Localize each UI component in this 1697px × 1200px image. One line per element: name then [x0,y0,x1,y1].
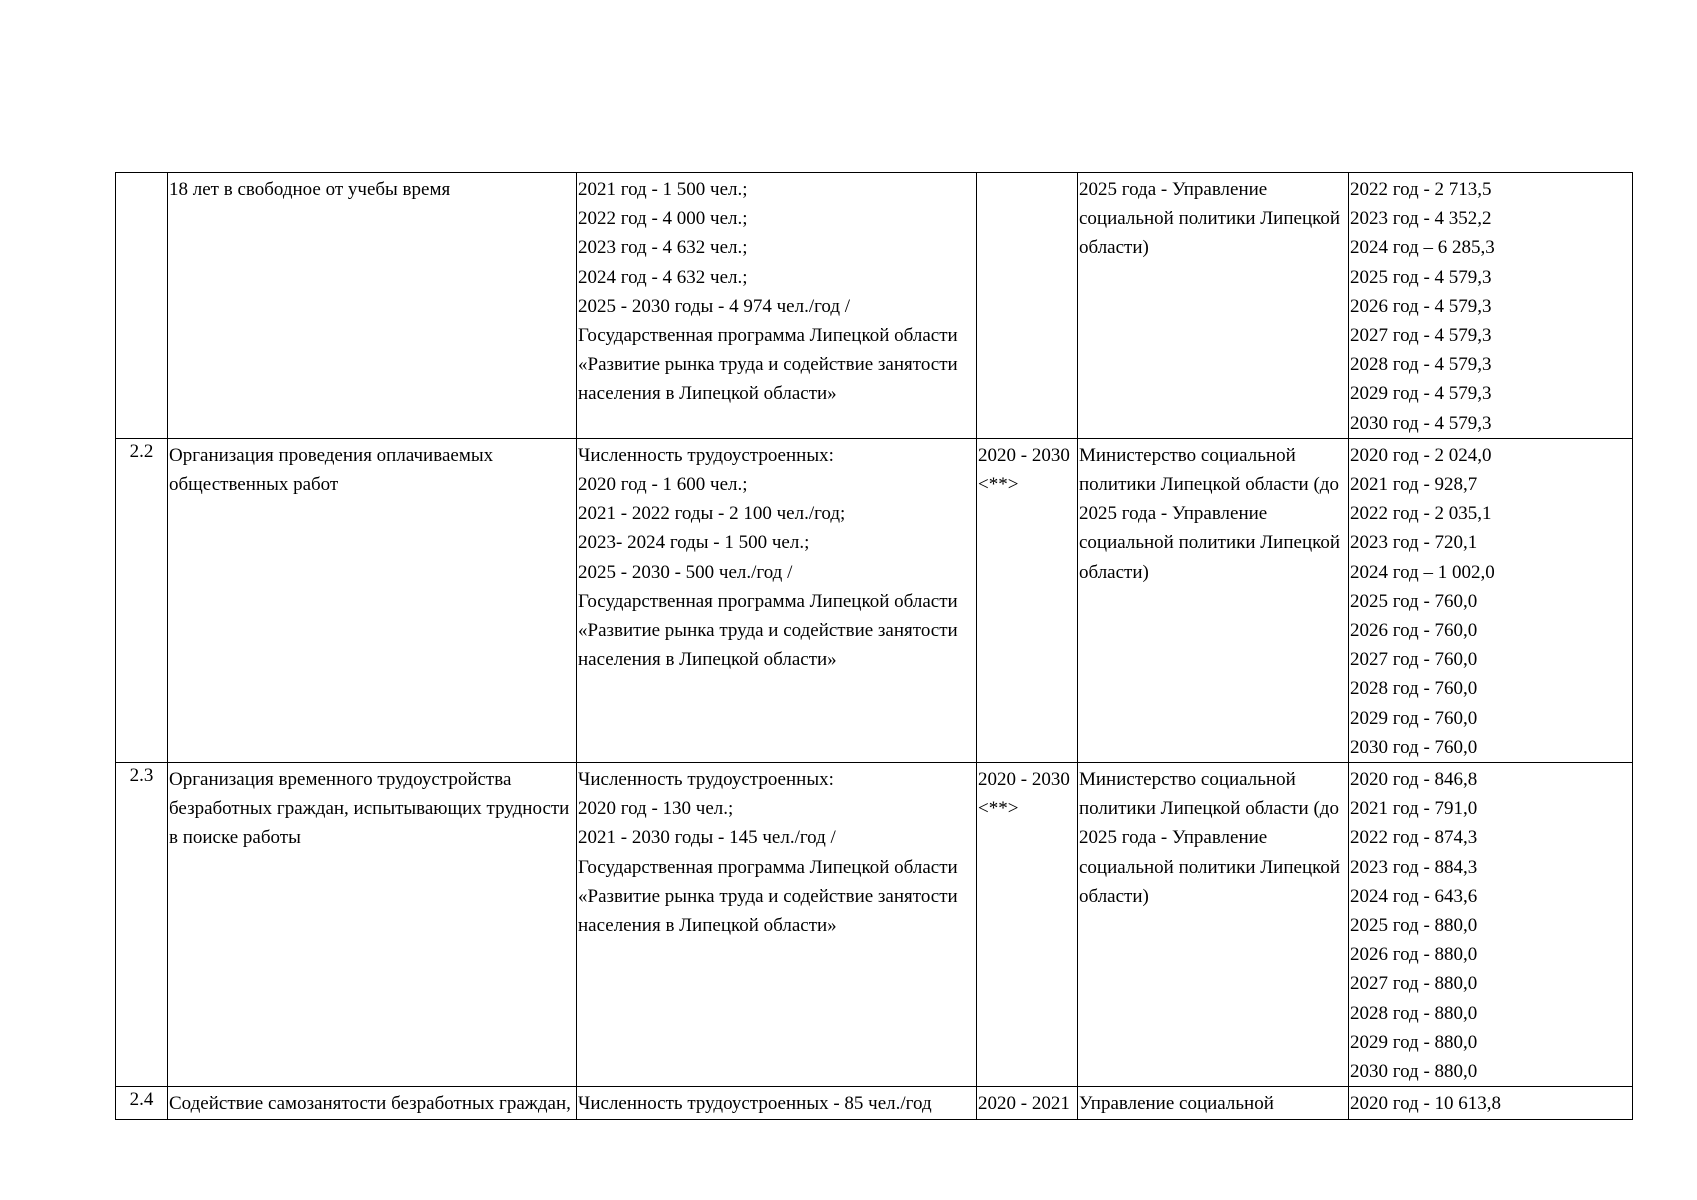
period-cell [977,438,1078,762]
funding-cell [1349,173,1633,439]
executor-cell [1078,1087,1349,1119]
text-line: 2024 год – 6 285,3 [1350,237,1495,259]
row-number: 2.4 [116,1087,168,1119]
measure-name-cell [168,1087,577,1119]
text-line: политики Липецкой области (до [1079,798,1339,820]
text-line: общественных работ [169,474,339,496]
measure-name-cell [168,763,577,1087]
text-line: 2023 год - 720,1 [1350,532,1478,554]
text-line: 2025 - 2030 годы - 4 974 чел./год / [578,295,851,317]
text-line: Министерство социальной [1079,444,1296,466]
text-line: Численность трудоустроенных: [578,444,834,466]
indicator-cell [577,1087,977,1119]
text-line: населения в Липецкой области» [578,383,837,405]
text-line: 2027 год - 760,0 [1350,649,1478,671]
text-line: 2021 год - 1 500 чел.; [578,179,748,200]
text-line: 2028 год - 4 579,3 [1350,354,1492,376]
text-line: 2026 год - 760,0 [1350,620,1478,642]
text-line: 2028 год - 760,0 [1350,678,1478,700]
funding-cell [1349,763,1633,1087]
text-line: 2029 год - 760,0 [1350,707,1478,729]
text-line: 2030 год - 760,0 [1350,736,1478,758]
text-line: 2026 год - 880,0 [1350,944,1478,966]
text-line: 2022 год - 874,3 [1350,827,1478,849]
text-line: <**> [978,474,1019,496]
text-line: 2030 год - 4 579,3 [1350,412,1492,434]
text-line: 2023 год - 4 632 чел.; [578,237,748,259]
table-row [116,173,1633,439]
table-row [116,1087,1633,1119]
text-line: 2022 год - 2 713,5 [1350,179,1492,200]
table-row [116,438,1633,762]
text-line: Численность трудоустроенных: [578,769,834,791]
text-line: 2025 года - Управление [1079,179,1268,200]
indicator-cell [577,438,977,762]
text-line: области) [1079,237,1149,259]
text-line: 2023 год - 4 352,2 [1350,208,1492,230]
text-line: 2025 год - 760,0 [1350,590,1478,612]
text-line: 2022 год - 4 000 чел.; [578,208,748,230]
row-number: 2.3 [116,763,168,1087]
text-line: Численность трудоустроенных - 85 чел./год [578,1093,932,1115]
indicator-cell [577,173,977,439]
program-measures-table [115,172,1633,1120]
measure-name-cell [168,173,577,439]
text-line: 2022 год - 2 035,1 [1350,503,1492,525]
text-line: «Развитие рынка труда и содействие занятости [578,885,958,907]
text-line: 2025 года - Управление [1079,827,1268,849]
text-line: 2030 год - 880,0 [1350,1061,1478,1083]
text-line: 2027 год - 4 579,3 [1350,325,1492,347]
text-line: Организация временного трудоустройства [169,769,512,791]
text-line: Содействие самозанятости безработных граждан, [169,1093,571,1115]
text-line: 2025 год - 4 579,3 [1350,266,1492,288]
text-line: 2023- 2024 годы - 1 500 чел.; [578,532,810,554]
text-line: политики Липецкой области (до [1079,474,1339,496]
text-line: 2021 - 2022 годы - 2 100 чел./год; [578,503,846,525]
executor-cell [1078,173,1349,439]
text-line: социальной политики Липецкой [1079,856,1341,878]
text-line: 2023 год - 884,3 [1350,856,1478,878]
text-line: 2028 год - 880,0 [1350,1002,1478,1024]
text-line: 2021 - 2030 годы - 145 чел./год / [578,827,836,849]
text-line: <**> [978,798,1019,820]
text-line: 2024 год – 1 002,0 [1350,561,1495,583]
text-line: 2020 год - 130 чел.; [578,798,734,820]
row-number [116,173,168,439]
row-number: 2.2 [116,438,168,762]
text-line: Государственная программа Липецкой области [578,325,958,347]
text-line: 2021 год - 928,7 [1350,474,1478,496]
text-line: Министерство социальной [1079,769,1296,791]
text-line: 2024 год - 643,6 [1350,885,1478,907]
text-line: населения в Липецкой области» [578,915,837,937]
text-line: 2027 год - 880,0 [1350,973,1478,995]
funding-cell [1349,1087,1633,1119]
text-line: области) [1079,561,1149,583]
text-line: области) [1079,885,1149,907]
text-line: Государственная программа Липецкой области [578,856,958,878]
period-cell [977,763,1078,1087]
text-line: 2020 год - 1 600 чел.; [578,474,748,496]
text-line: 2020 год - 2 024,0 [1350,444,1492,466]
period-cell [977,1087,1078,1119]
text-line: социальной политики Липецкой [1079,532,1341,554]
table-row [116,763,1633,1087]
text-line: 18 лет в свободное от учебы время [169,179,451,200]
text-line: 2025 года - Управление [1079,503,1268,525]
indicator-cell [577,763,977,1087]
text-line: 2020 год - 846,8 [1350,769,1478,791]
executor-cell [1078,763,1349,1087]
text-line: «Развитие рынка труда и содействие занятости [578,620,958,642]
funding-cell [1349,438,1633,762]
period-cell [977,173,1078,439]
text-line: 2020 - 2021 [978,1093,1070,1115]
text-line: 2024 год - 4 632 чел.; [578,266,748,288]
text-line: Управление социальной [1079,1093,1274,1115]
text-line: в поиске работы [169,827,301,849]
text-line: социальной политики Липецкой [1079,208,1341,230]
text-line: 2020 - 2030 [978,769,1070,791]
text-line: 2021 год - 791,0 [1350,798,1478,820]
measure-name-cell [168,438,577,762]
executor-cell [1078,438,1349,762]
text-line: безработных граждан, испытывающих трудности [169,798,570,820]
text-line: 2020 - 2030 [978,444,1070,466]
text-line: Организация проведения оплачиваемых [169,444,494,466]
text-line: 2020 год - 10 613,8 [1350,1093,1502,1115]
text-line: 2025 - 2030 - 500 чел./год / [578,561,793,583]
text-line: 2026 год - 4 579,3 [1350,295,1492,317]
text-line: населения в Липецкой области» [578,649,837,671]
text-line: 2029 год - 4 579,3 [1350,383,1492,405]
text-line: Государственная программа Липецкой области [578,590,958,612]
text-line: 2025 год - 880,0 [1350,915,1478,937]
text-line: 2029 год - 880,0 [1350,1031,1478,1053]
text-line: «Развитие рынка труда и содействие занятости [578,354,958,376]
